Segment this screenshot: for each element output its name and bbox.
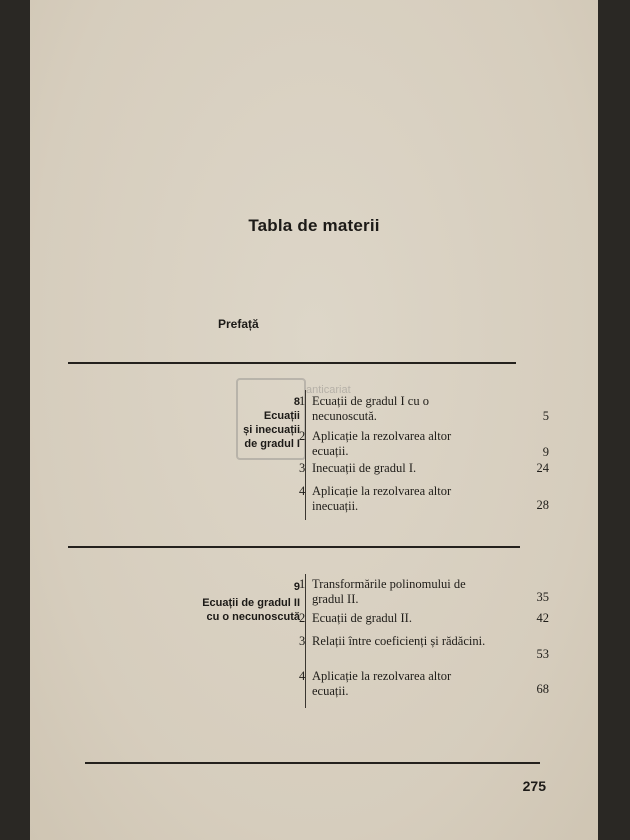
bleed-through xyxy=(90,92,550,202)
entry-page: 9 xyxy=(542,445,549,459)
preface-label: Prefață xyxy=(218,317,259,331)
chapter-title xyxy=(110,596,300,624)
toc-entry[interactable] xyxy=(299,669,549,701)
toc-entry[interactable] xyxy=(299,394,549,426)
divider-top xyxy=(68,362,516,364)
entry-page: 42 xyxy=(536,611,549,625)
entry-page: 53 xyxy=(536,647,549,661)
entry-page: 28 xyxy=(536,498,549,512)
watermark-text: anticariat xyxy=(306,384,351,396)
divider-middle xyxy=(68,546,520,548)
divider-bottom xyxy=(85,762,540,764)
chapter-number: 9 xyxy=(293,581,300,593)
entry-text: Aplicație la rezolvarea altor ecuații. xyxy=(312,669,452,698)
entry-text: Ecuații de gradul II. xyxy=(312,611,412,625)
entry-page: 35 xyxy=(536,590,549,604)
chapter-title-line: cu o necunoscută xyxy=(206,611,300,623)
toc-entry[interactable] xyxy=(299,484,549,516)
entry-number: 3 xyxy=(299,461,306,475)
entry-number: 1 xyxy=(299,577,306,591)
chapter-title-line: și inecuații xyxy=(243,424,300,436)
chapter-title xyxy=(140,409,300,451)
toc-entry[interactable] xyxy=(299,461,549,477)
entry-number: 3 xyxy=(299,634,306,648)
entry-number: 2 xyxy=(299,611,306,625)
entry-page: 24 xyxy=(536,461,549,475)
entry-number: 2 xyxy=(299,429,306,443)
page-number: 275 xyxy=(522,778,546,794)
chapter-title-line: de gradul I xyxy=(244,438,300,450)
entry-text: Aplicație la rezolvarea altor inecuații. xyxy=(312,484,452,513)
book-page xyxy=(30,0,598,840)
toc-entry[interactable] xyxy=(299,429,549,461)
entry-text: Transformările polinomului de gradul II. xyxy=(312,577,466,606)
entry-number: 4 xyxy=(299,484,306,498)
entry-page: 68 xyxy=(536,682,549,696)
entry-text: Ecuații de gradul I cu o necunoscută. xyxy=(312,394,429,423)
entry-text: Inecuații de gradul I. xyxy=(312,461,417,475)
entry-number: 1 xyxy=(299,394,306,408)
chapter-title-line: Ecuații xyxy=(263,410,300,422)
entry-text: Relații între coeficienți și rădăcini. xyxy=(312,634,486,648)
page-title: Tabla de materii xyxy=(248,216,380,235)
toc-entry[interactable] xyxy=(299,611,549,627)
entry-text: Aplicație la rezolvarea altor ecuații. xyxy=(312,429,452,458)
entry-number: 4 xyxy=(299,669,306,683)
toc-entry[interactable] xyxy=(299,634,549,666)
chapter-title-line: Ecuații de gradul II xyxy=(202,597,300,609)
chapter-number: 8 xyxy=(293,396,300,408)
entry-page: 5 xyxy=(542,409,549,423)
toc-entry[interactable] xyxy=(299,577,549,609)
